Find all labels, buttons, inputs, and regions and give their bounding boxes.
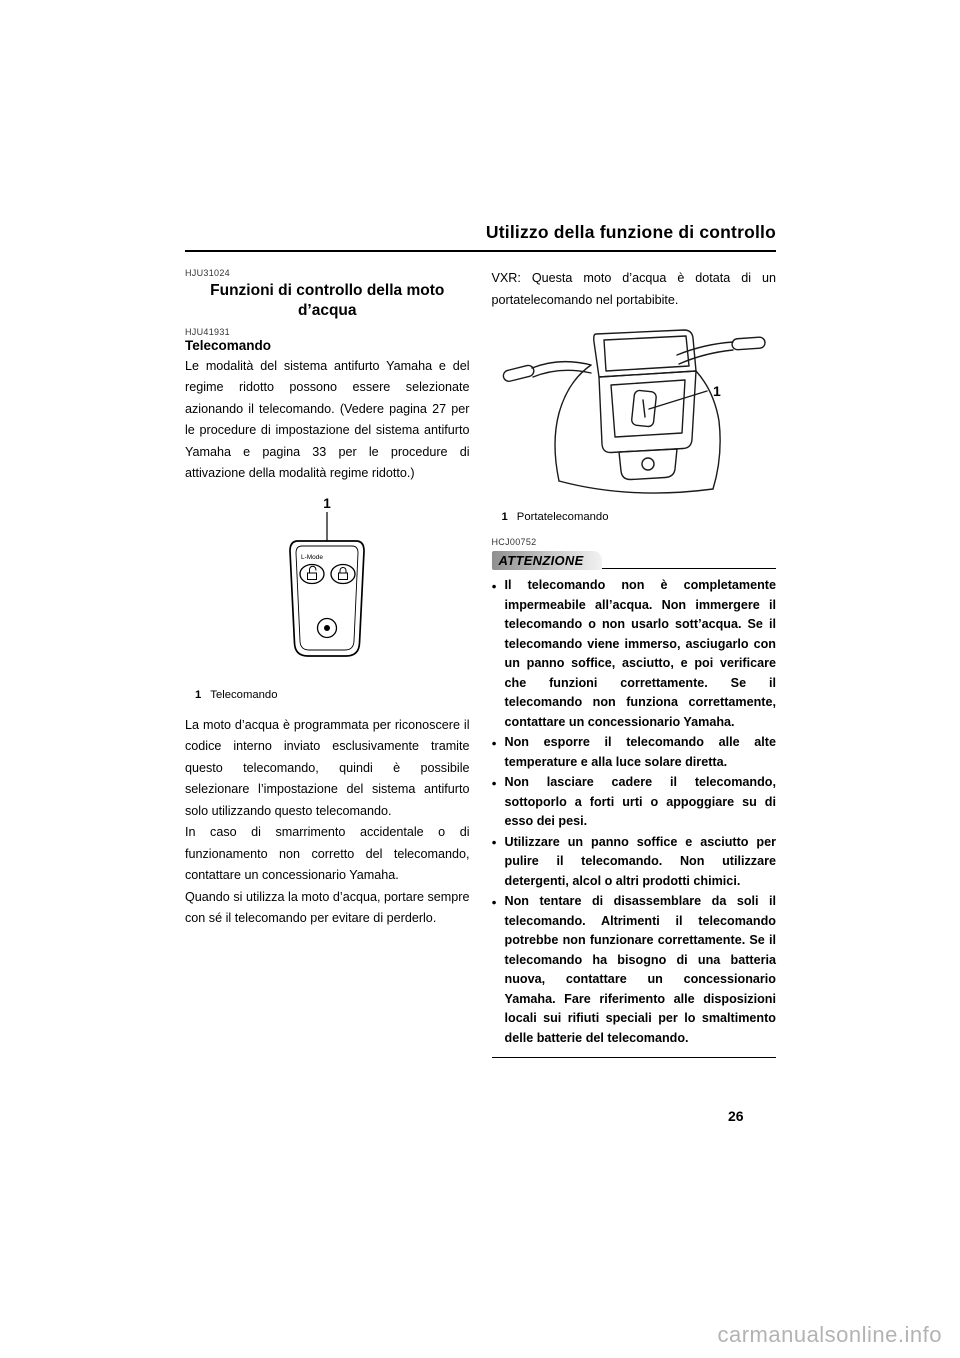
- warning-item: ● Non esporre il telecomando alle alte temperature e alla luce solare diretta.: [492, 733, 777, 772]
- caption-number: 1: [501, 511, 508, 523]
- warning-rule: [602, 568, 776, 570]
- subsection-code: HJU41931: [185, 326, 230, 337]
- figure-caption: [195, 688, 470, 703]
- warning-bullet-list: [492, 576, 777, 1048]
- figure-callout-1: 1: [712, 383, 721, 399]
- warning-badge: ATTENZIONE: [492, 551, 602, 570]
- warning-item: ● Utilizzare un panno soffice e asciutto per pulire il telecomando. Non utilizzare detergenti, alcol o altri prodotti chimici.: [492, 833, 777, 892]
- watermark: carmanualsonline.info: [717, 1322, 942, 1347]
- subsection-title: Telecomando: [185, 337, 272, 353]
- warning-header: [492, 551, 777, 570]
- caption-text: Telecomando: [210, 688, 278, 701]
- manual-page: [185, 222, 776, 1058]
- page-header-title: Utilizzo della funzione di controllo: [185, 222, 776, 252]
- left-column: [185, 262, 470, 1058]
- remote-control-illustration: [251, 495, 403, 681]
- paragraph: Le modalità del sistema antifurto Yamaha e del regime ridotto possono essere selezionate azionando il telecomando. (Vedere pagina 27 per le procedure di impostazione del sistema antifurto Yamaha e pagina 33 per le procedure di attivazione della modalità regime ridotto.): [185, 358, 470, 481]
- section-end-rule: [492, 1057, 777, 1058]
- right-column: [492, 262, 777, 1058]
- figure-caption: [502, 510, 777, 525]
- remote-control-figure: [185, 495, 470, 686]
- warning-item: ● Non lasciare cadere il telecomando, sottoporlo a forti urti o appoggiare su di esso dei pesi.: [492, 773, 777, 832]
- watercraft-console-illustration: [498, 321, 770, 503]
- warning-code: HCJ00752: [491, 537, 537, 547]
- remote-lmode-label: L-Mode: [301, 553, 324, 561]
- warning-item: ● Il telecomando non è completamente impermeabile all’acqua. Non immergere il telecomando o non usarlo sott’acqua. Se il telecomando viene immerso, asciugarlo con un panno soffice, asciutto, e poi verificare che funzioni correttamente. Se il telecomando non funziona correttamente, contattare un concessionario Yamaha.: [492, 576, 777, 732]
- figure-callout-1: 1: [323, 495, 332, 511]
- storage-compartment-figure: [492, 321, 777, 508]
- paragraph: Quando si utilizza la moto d’acqua, portare sempre con sé il telecomando per evitare di perderlo.: [185, 889, 470, 926]
- section-title: Funzioni di controllo della moto d’acqua: [210, 282, 445, 319]
- two-column-layout: [185, 262, 776, 1058]
- page-number: 26: [728, 1108, 744, 1124]
- paragraph: In caso di smarrimento accidentale o di funzionamento non corretto del telecomando, contattare un concessionario Yamaha.: [185, 825, 470, 883]
- paragraph: La moto d’acqua è programmata per riconoscere il codice interno inviato esclusivamente tramite questo telecomando, quindi è possibile selezionare l’impostazione del sistema antifurto solo utilizzando questo telecomando.: [185, 717, 470, 818]
- section-code: HJU31024: [185, 268, 230, 278]
- paragraph: VXR: Questa moto d’acqua è dotata di un portatelecomando nel portabibite.: [491, 271, 776, 307]
- warning-item: ● Non tentare di disassemblare da soli il telecomando. Altrimenti il telecomando potrebbe non funzionare correttamente. Se il telecomando ha bisogno di una batteria nuova, contattare un concessionario Yamaha. Fare riferimento alle disposizioni locali sui rifiuti speciali per lo smaltimento delle batterie del telecomando.: [492, 892, 777, 1048]
- caption-number: 1: [195, 688, 202, 701]
- caption-text: Portatelecomando: [516, 511, 609, 523]
